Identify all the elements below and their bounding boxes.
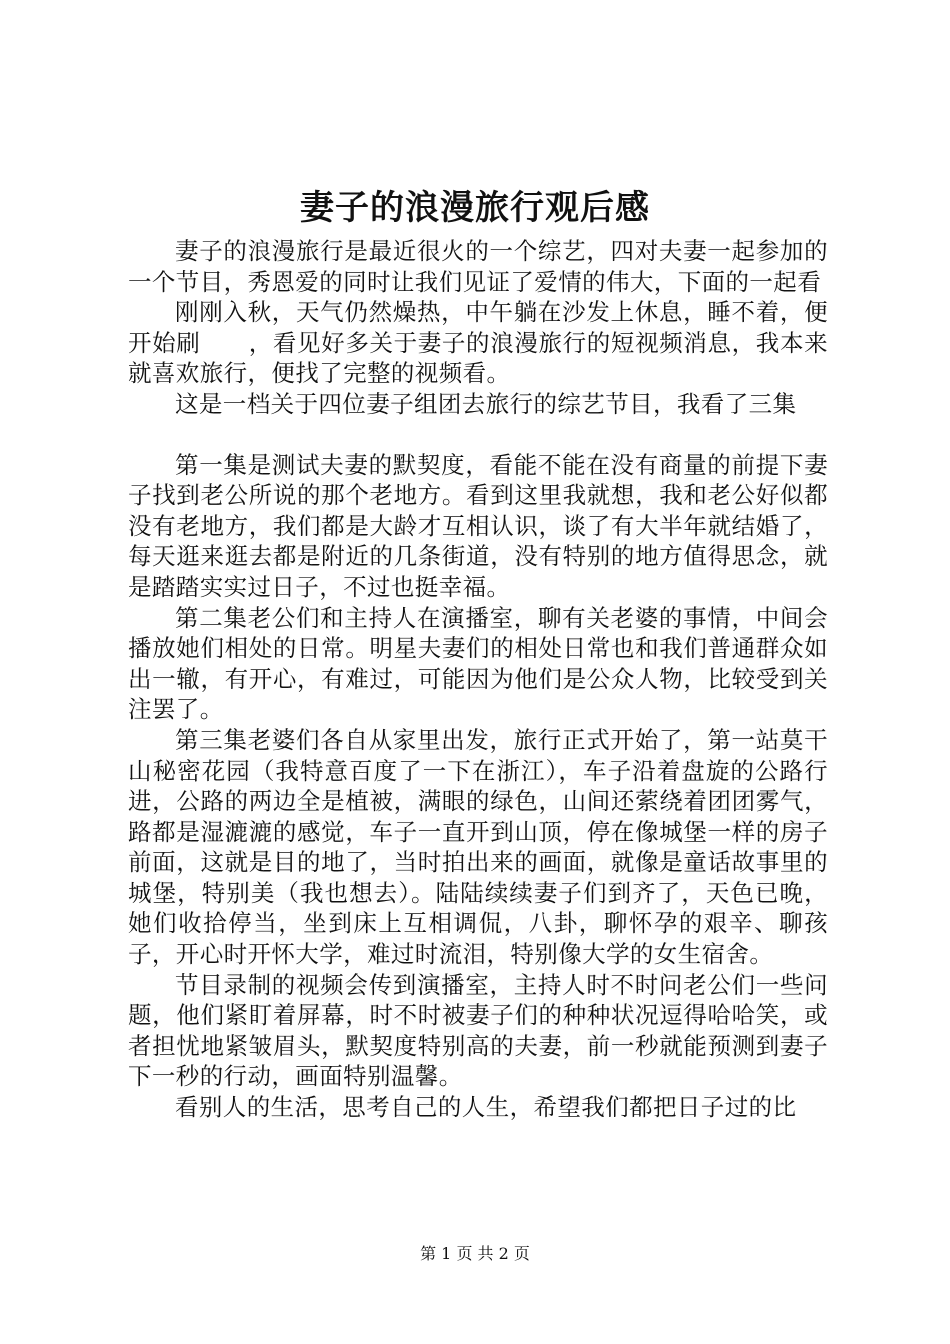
paragraph-intro: 妻子的浪漫旅行是最近很火的一个综艺，四对夫妻一起参加的一个节目，秀恩爱的同时让我们见证了爱情的伟大，下面的一起看 [128,237,828,296]
paragraph-autumn: 刚刚入秋，天气仍然燥热，中午躺在沙发上休息，睡不着，便开始刷 ，看见好多关于妻子的浪漫旅行的短视频消息，我本来就喜欢旅行，便找了完整的视频看。 [128,298,828,388]
paragraph-studio: 节目录制的视频会传到演播室，主持人时不时问老公们一些问题，他们紧盯着屏幕，时不时被妻子们的种种状况逗得哈哈笑，或者担忧地紧皱眉头，默契度特别高的夫妻，前一秒就能预测到妻子下一秒的行动，画面特别温馨。 [128,970,828,1091]
paragraph-episode-1: 第一集是测试夫妻的默契度，看能不能在没有商量的前提下妻子找到老公所说的那个老地方。看到这里我就想，我和老公好似都没有老地方，我们都是大龄才互相认识，谈了有大半年就结婚了，每天逛来逛去都是附近的几条街道，没有特别的地方值得思念，就是踏踏实实过日子，不过也挺幸福。 [128,450,828,601]
paragraph-three-episodes: 这是一档关于四位妻子组团去旅行的综艺节目，我看了三集 [175,389,797,418]
document-title: 妻子的浪漫旅行观后感 [300,188,650,228]
page-footer: 第 1 页 共 2 页 [420,1244,530,1263]
document-body [128,236,828,1123]
paragraph-episode-3: 第三集老婆们各自从家里出发，旅行正式开始了，第一站莫干山秘密花园（我特意百度了一下在浙江），车子沿着盘旋的公路行进，公路的两边全是植被，满眼的绿色，山间还萦绕着团团雾气，路都是湿漉漉的感觉，车子一直开到山顶，停在像城堡一样的房子前面，这就是目的地了，当时拍出来的画面，就像是童话故事里的城堡，特别美（我也想去）。陆陆续续妻子们到齐了，天色已晚，她们收拾停当，坐到床上互相调侃，八卦，聊怀孕的艰辛、聊孩子，开心时开怀大学，难过时流泪，特别像大学的女生宿舍。 [128,725,828,969]
paragraph-gap [128,420,828,450]
paragraph-closing: 看别人的生活，思考自己的人生，希望我们都把日子过的比 [175,1093,797,1122]
paragraph-episode-2: 第二集老公们和主持人在演播室，聊有关老婆的事情，中间会播放她们相处的日常。明星夫妻们的相处日常也和我们普通群众如出一辙，有开心，有难过，可能因为他们是公众人物，比较受到关注罢了。 [128,603,828,724]
